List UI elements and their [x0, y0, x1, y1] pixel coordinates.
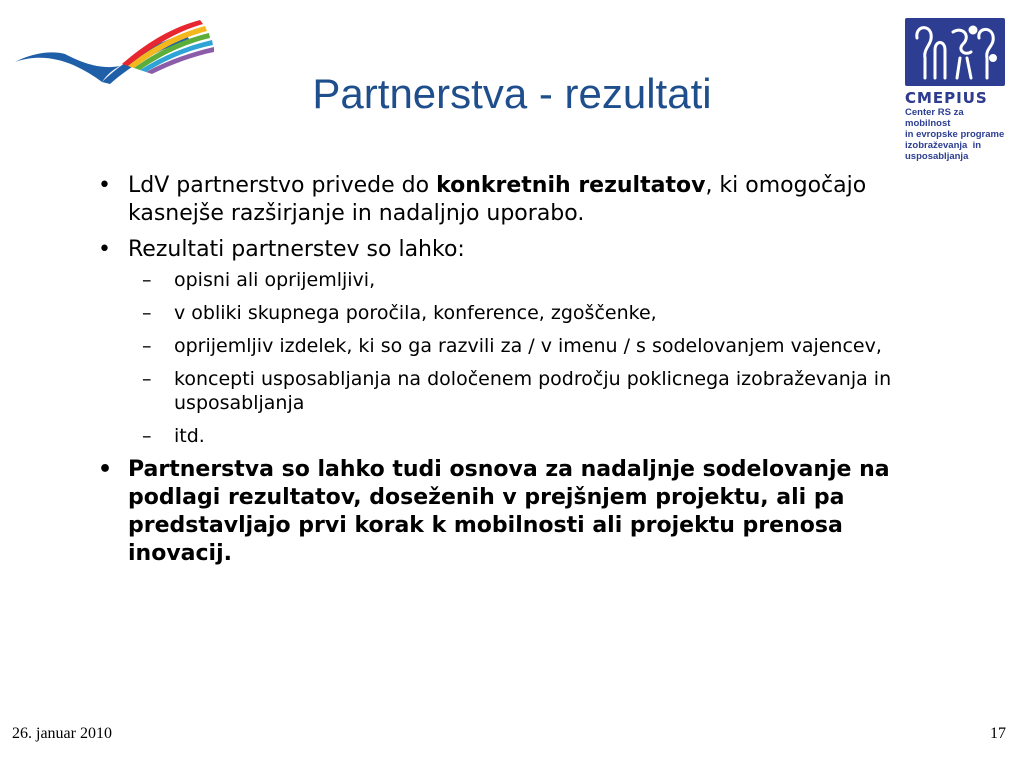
bullet-3: • Partnerstva so lahko tudi osnova za nadaljnje sodelovanje na podlagi rezultatov, doseženih v prejšnjem projektu, ali pa predstavljajo prvi korak k mobilnosti ali projektu prenosa inovacij.: [98, 456, 938, 568]
cmepius-line-3: izobraževanja in: [905, 140, 982, 151]
cmepius-line-1: Center RS za mobilnost: [905, 107, 964, 129]
sub-bullet-3: – oprijemljiv izdelek, ki so ga razvili za / v imenu / s sodelovanjem vajencev,: [98, 334, 938, 358]
slide-body: [98, 172, 938, 576]
sub-bullet-1: – opisni ali oprijemljivi,: [98, 268, 938, 292]
bullet-1: • LdV partnerstvo privede do konkretnih rezultatov, ki omogočajo kasnejše razširjanje in nadaljnjo uporabo.: [98, 172, 938, 228]
cmepius-brand-text: CMEPIUS: [905, 89, 988, 107]
sub-bullet-4: – koncepti usposabljanja na določenem področju poklicnega izobraževanja in usposabljanja: [98, 367, 938, 415]
cmepius-line-4: usposabljanja: [905, 151, 969, 162]
slide-title: Partnerstva - rezultati: [312, 70, 712, 117]
footer-date: 26. januar 2010: [12, 725, 112, 742]
sub-bullet-2: – v obliki skupnega poročila, konference, zgoščenke,: [98, 301, 938, 325]
cmepius-line-2: in evropske programe: [905, 129, 1005, 140]
cmepius-logo: [905, 18, 1009, 162]
bullet-2: • Rezultati partnerstev so lahko:: [98, 236, 938, 264]
bullet-1-emphasis: konkretnih rezultatov: [436, 173, 706, 198]
page-number: 17: [990, 725, 1006, 742]
sub-bullet-5: – itd.: [98, 424, 938, 448]
cmepius-figures-icon: [905, 18, 1005, 86]
